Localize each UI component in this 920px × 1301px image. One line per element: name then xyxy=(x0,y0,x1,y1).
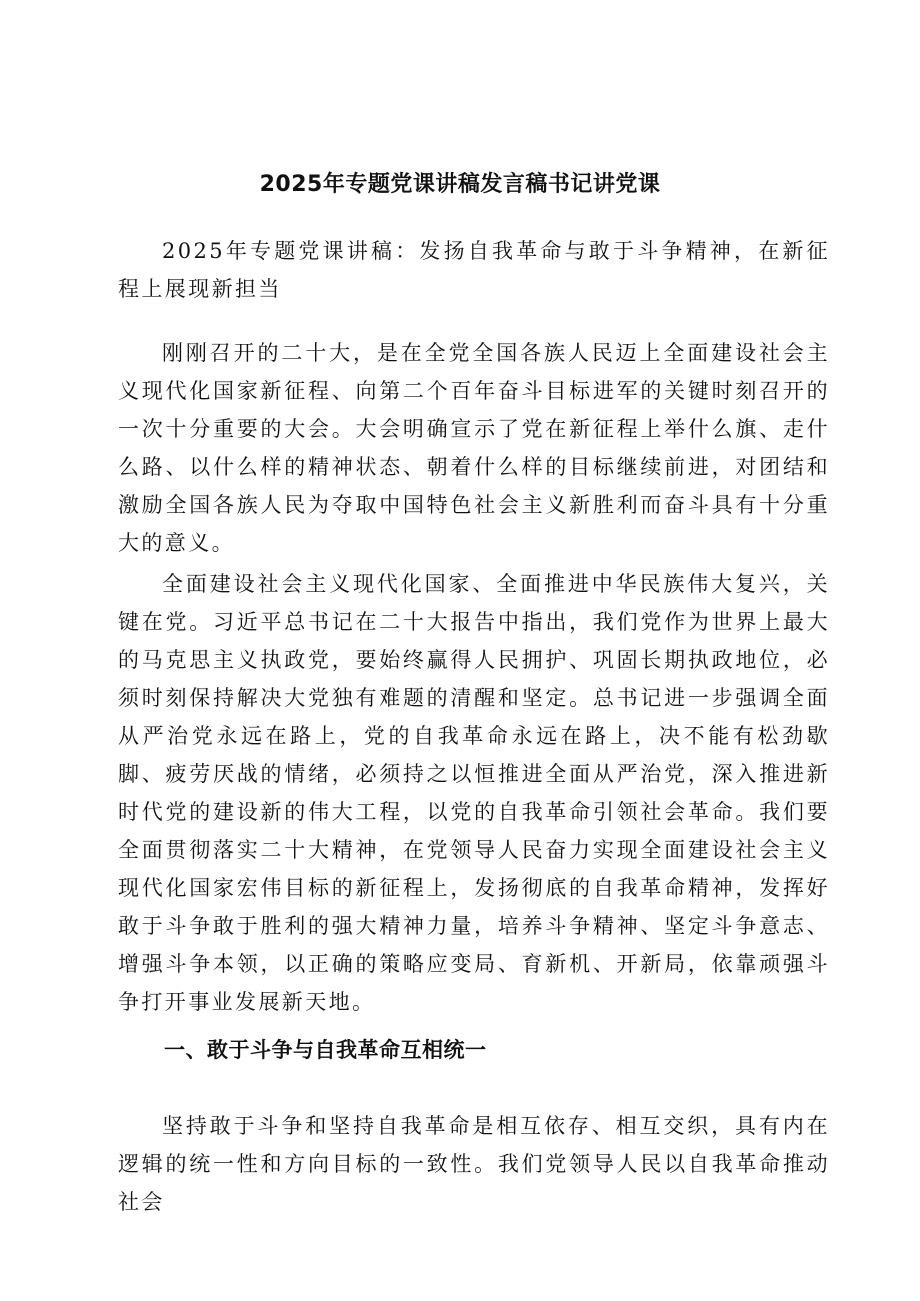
paragraph-party-leadership: 全面建设社会主义现代化国家、全面推进中华民族伟大复兴，关键在党。习近平总书记在二十大报告中指出，我们党作为世界上最大的马克思主义执政党，要始终赢得人民拥护、巩固长期执政地位，必须时刻保持解决大党独有难题的清醒和坚定。总书记进一步强调全面从严治党永远在路上，党的自我革命永远在路上，决不能有松劲歇脚、疲劳厌战的情绪，必须持之以恒推进全面从严治党，深入推进新时代党的建设新的伟大工程，以党的自我革命引领社会革命。我们要全面贯彻落实二十大精神，在党领导人民奋力实现全面建设社会主义现代化国家宏伟目标的新征程上，发扬彻底的自我革命精神，发挥好敢于斗争敢于胜利的强大精神力量，培养斗争精神、坚定斗争意志、增强斗争本领，以正确的策略应变局、育新机、开新局，依靠顽强斗争打开事业发展新天地。 xyxy=(118,572,830,1014)
section-paragraph: 坚持敢于斗争和坚持自我革命是相互依存、相互交织，具有内在逻辑的统一性和方向目标的一致性。我们党领导人民以自我革命推动社会 xyxy=(118,1114,830,1214)
paragraph-intro: 刚刚召开的二十大，是在全党全国各族人民迈上全面建设社会主义现代化国家新征程、向第二个百年奋斗目标进军的关键时刻召开的一次十分重要的大会。大会明确宣示了党在新征程上举什么旗、走什么路、以什么样的精神状态、朝着什么样的目标继续前进，对团结和激励全国各族人民为夺取中国特色社会主义新胜利而奋斗具有十分重大的意义。 xyxy=(118,341,830,555)
document-subtitle: 2025年专题党课讲稿：发扬自我革命与敢于斗争精神，在新征程上展现新担当 xyxy=(118,239,830,301)
section-heading: 一、敢于斗争与自我革命互相统一 xyxy=(164,1038,487,1062)
document-title: 2025年专题党课讲稿发言稿书记讲党课 xyxy=(259,172,661,197)
